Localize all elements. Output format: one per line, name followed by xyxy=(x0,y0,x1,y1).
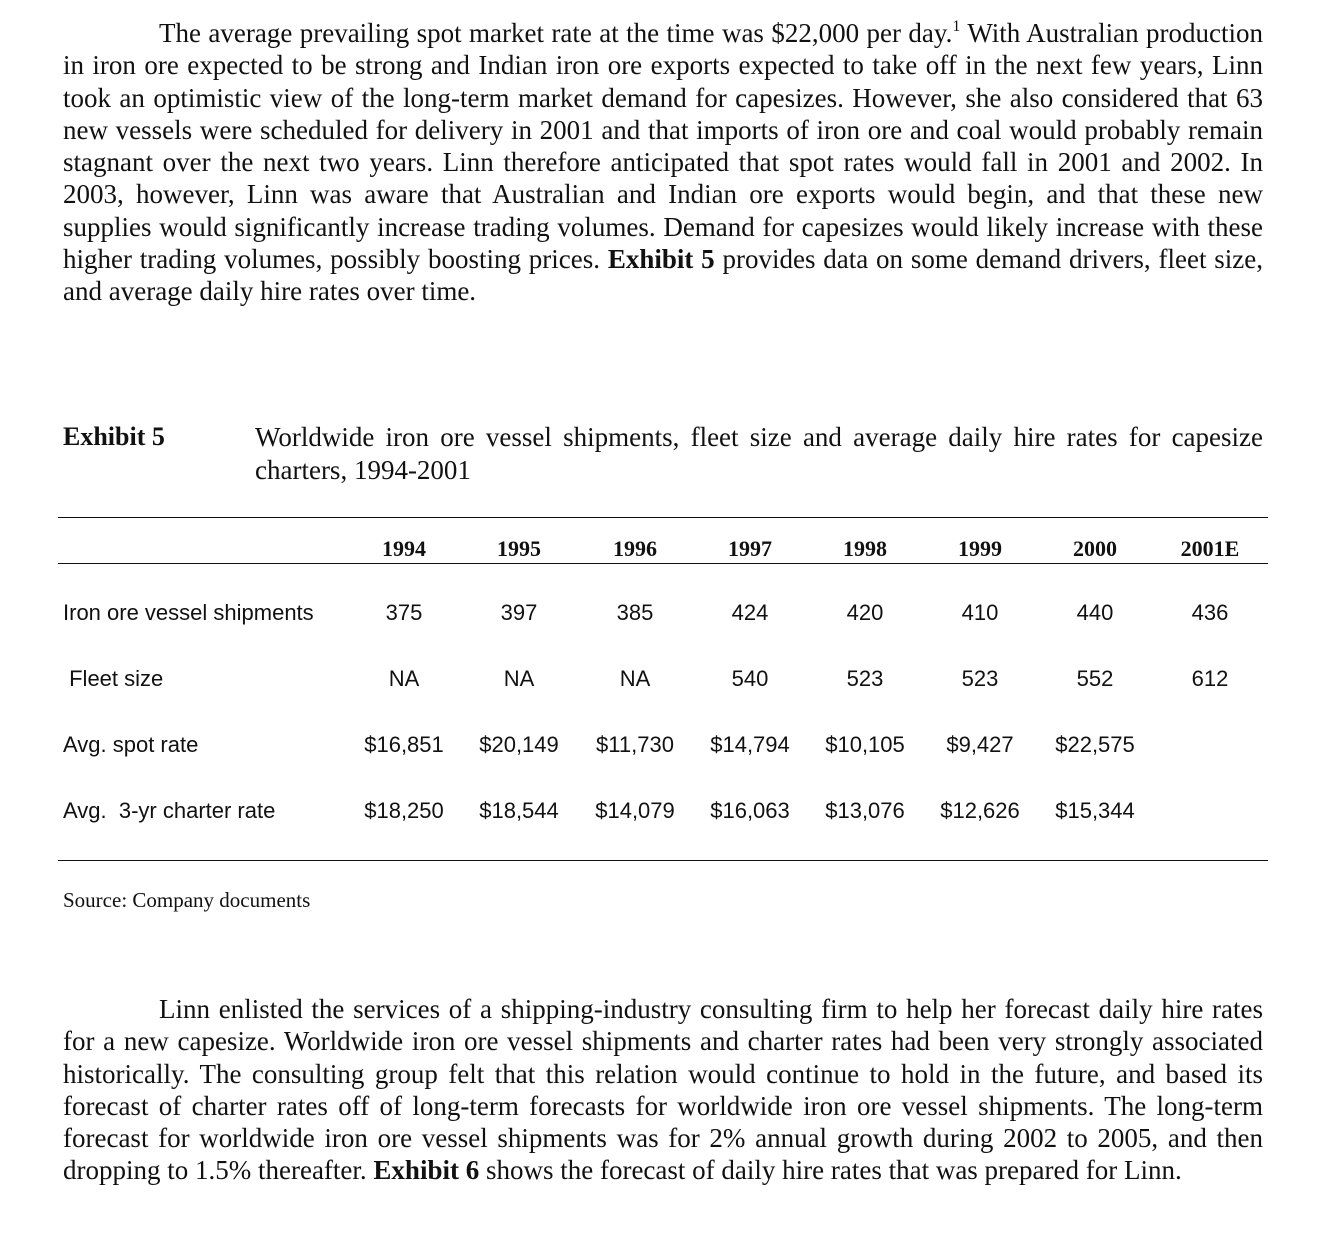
exhibit-reference: Exhibit 5 xyxy=(607,244,715,275)
footnote-marker: 1 xyxy=(952,18,961,35)
intro-text-1: The average prevailing spot market rate at the time was $22,000 per day. xyxy=(159,18,953,48)
table-cell: $12,626 xyxy=(940,798,1020,823)
table-cell: 440 xyxy=(1076,600,1114,625)
exhibit-title: Worldwide iron ore vessel shipments, fleet size and average daily hire rates for capesize charters, 1994-2001 xyxy=(255,422,1263,485)
table-cell: 436 xyxy=(1191,600,1229,625)
table-cell: $16,063 xyxy=(710,798,790,823)
year-header: 1999 xyxy=(958,536,1002,561)
table-cell: $15,344 xyxy=(1055,798,1135,823)
intro-text-3: provides data on some demand drivers, fleet size, and average daily hire rates over time. xyxy=(63,244,1263,307)
row-label: Avg. spot rate xyxy=(63,732,199,757)
year-header: 1998 xyxy=(843,536,887,561)
table-cell: 397 xyxy=(500,600,538,625)
table-cell: $11,730 xyxy=(596,732,674,757)
closing-text-2: shows the forecast of daily hire rates that was prepared for Linn. xyxy=(479,1155,1182,1186)
table-cell: 424 xyxy=(731,600,769,625)
table-cell: $22,575 xyxy=(1055,732,1135,757)
table-cell: 552 xyxy=(1076,666,1114,691)
table-cell: 385 xyxy=(616,600,654,625)
table-cell: $14,079 xyxy=(595,798,675,823)
closing-paragraph xyxy=(63,993,1263,1187)
table-cell: NA xyxy=(619,666,651,691)
table-header-rule xyxy=(58,563,1268,564)
table-cell: $9,427 xyxy=(946,732,1014,757)
row-label: Iron ore vessel shipments xyxy=(63,600,314,625)
table-cell: $20,149 xyxy=(479,732,559,757)
row-label: Avg. 3-yr charter rate xyxy=(63,798,276,823)
closing-text-1: Linn enlisted the services of a shipping-industry consulting firm to help her forecast daily hire rates for a new capesize. Worldwide iron ore vessel shipments and charter rates had been very strongly associated historically. The consulting group felt that this relation would continue to hold in the future, and based its forecast of charter rates off of long-term forecasts for worldwide iron ore vessel shipments. The long-term forecast for worldwide iron ore vessel shipments was for 2% annual growth during 2002 to 2005, and then dropping to 1.5% thereafter. xyxy=(63,994,1263,1186)
table-cell: NA xyxy=(388,666,420,691)
table-cell: $18,250 xyxy=(364,798,444,823)
table-cell: $14,794 xyxy=(710,732,790,757)
table-cell: NA xyxy=(503,666,535,691)
table-cell: $13,076 xyxy=(825,798,905,823)
table-cell: 612 xyxy=(1191,666,1229,691)
year-header: 1994 xyxy=(382,536,426,561)
exhibit-label: Exhibit 5 xyxy=(63,422,165,451)
year-header: 2001E xyxy=(1180,536,1240,561)
year-header: 1996 xyxy=(613,536,657,561)
year-header: 2000 xyxy=(1073,536,1117,561)
source-note: Source: Company documents xyxy=(63,888,311,912)
table-cell: $10,105 xyxy=(825,732,905,757)
table-cell: 410 xyxy=(961,600,999,625)
exhibit-reference: Exhibit 6 xyxy=(373,1155,480,1186)
table-cell: $18,544 xyxy=(479,798,559,823)
year-header: 1995 xyxy=(497,536,541,561)
year-header: 1997 xyxy=(728,536,772,561)
table-top-rule xyxy=(58,517,1268,518)
table-cell: 523 xyxy=(846,666,884,691)
intro-text-2: With Australian production in iron ore expected to be strong and Indian iron ore exports expected to take off in the next few years, Linn took an optimistic view of the long-term market demand for capesizes. However, she also considered that 63 new vessels were scheduled for delivery in 2001 and that imports of iron ore and coal would probably remain stagnant over the next two years. Linn therefore anticipated that spot rates would fall in 2001 and 2002. In 2003, however, Linn was aware that Australian and Indian ore exports would begin, and that these new supplies would significantly increase trading volumes. Demand for capesizes would likely increase with these higher trading volumes, possibly boosting prices. xyxy=(63,18,1263,275)
table-cell: 540 xyxy=(731,666,769,691)
table-cell: 523 xyxy=(961,666,999,691)
table-cell: 420 xyxy=(846,600,884,625)
table-bottom-rule xyxy=(58,860,1268,861)
table-cell: $16,851 xyxy=(364,732,444,757)
intro-paragraph xyxy=(63,17,1263,308)
row-label: Fleet size xyxy=(63,666,164,691)
table-cell: 375 xyxy=(385,600,423,625)
